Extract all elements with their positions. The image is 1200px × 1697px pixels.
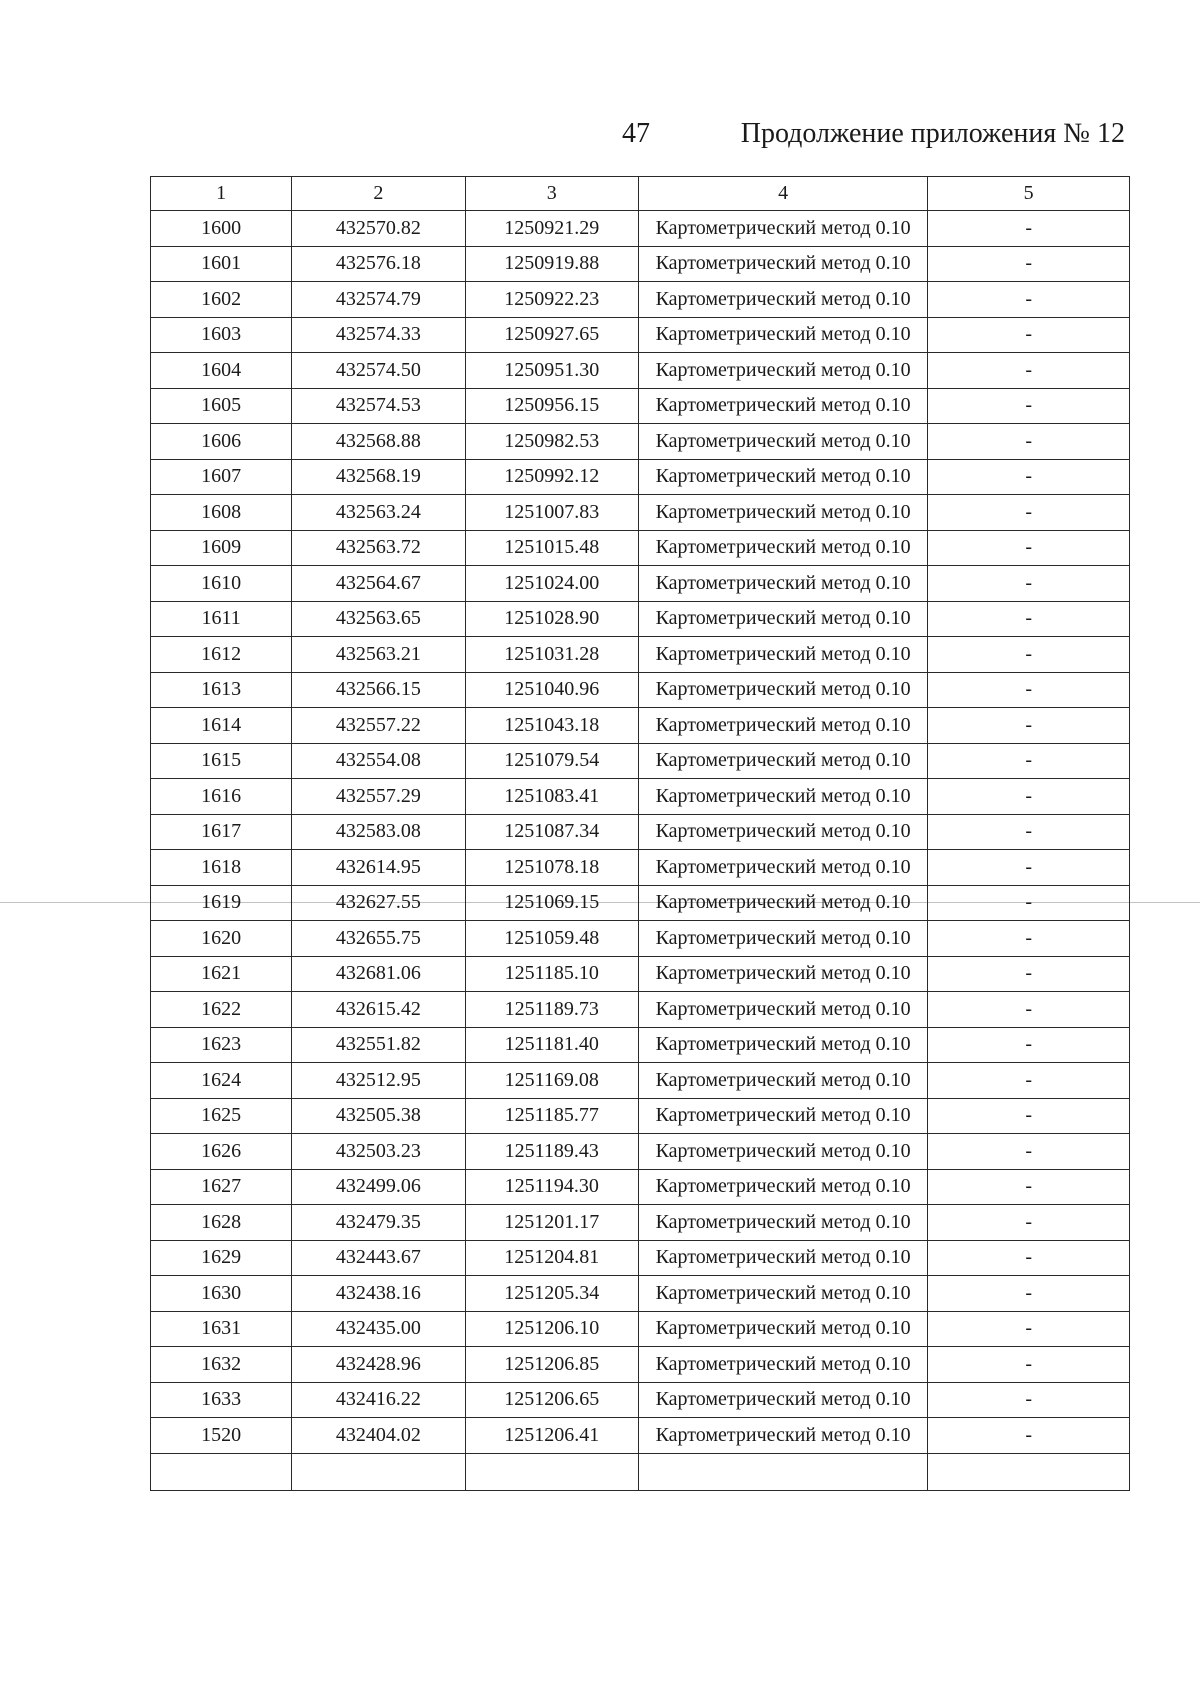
point-number-cell: 1630 — [151, 1276, 292, 1312]
x-coordinate-cell: 432627.55 — [292, 885, 465, 921]
y-coordinate-cell: 1251040.96 — [465, 672, 638, 708]
note-cell: - — [928, 921, 1130, 957]
note-cell: - — [928, 353, 1130, 389]
column-header: 1 — [151, 177, 292, 211]
table-row — [151, 353, 1130, 389]
table-row — [151, 637, 1130, 673]
table-row — [151, 1205, 1130, 1241]
table-row — [151, 814, 1130, 850]
x-coordinate-cell: 432570.82 — [292, 211, 465, 247]
point-number-cell: 1611 — [151, 601, 292, 637]
x-coordinate-cell: 432563.24 — [292, 495, 465, 531]
y-coordinate-cell: 1251201.17 — [465, 1205, 638, 1241]
table-row — [151, 424, 1130, 460]
point-number-cell: 1618 — [151, 850, 292, 886]
x-coordinate-cell: 432551.82 — [292, 1027, 465, 1063]
note-cell: - — [928, 459, 1130, 495]
x-coordinate-cell: 432568.19 — [292, 459, 465, 495]
note-cell: - — [928, 956, 1130, 992]
point-number-cell: 1623 — [151, 1027, 292, 1063]
table-row — [151, 495, 1130, 531]
note-cell: - — [928, 282, 1130, 318]
coordinates-table — [150, 176, 1130, 1491]
y-coordinate-cell: 1251087.34 — [465, 814, 638, 850]
point-number-cell: 1619 — [151, 885, 292, 921]
empty-cell — [928, 1453, 1130, 1490]
y-coordinate-cell: 1251206.65 — [465, 1382, 638, 1418]
point-number-cell: 1605 — [151, 388, 292, 424]
table-row — [151, 992, 1130, 1028]
table-row — [151, 1027, 1130, 1063]
point-number-cell: 1627 — [151, 1169, 292, 1205]
x-coordinate-cell: 432479.35 — [292, 1205, 465, 1241]
column-header: 2 — [292, 177, 465, 211]
point-number-cell: 1632 — [151, 1347, 292, 1383]
x-coordinate-cell: 432404.02 — [292, 1418, 465, 1454]
table-row — [151, 1382, 1130, 1418]
method-cell: Картометрический метод 0.10 — [638, 1169, 927, 1205]
x-coordinate-cell: 432574.50 — [292, 353, 465, 389]
table-row — [151, 743, 1130, 779]
y-coordinate-cell: 1251185.77 — [465, 1098, 638, 1134]
note-cell: - — [928, 1205, 1130, 1241]
table-row — [151, 672, 1130, 708]
y-coordinate-cell: 1251204.81 — [465, 1240, 638, 1276]
table-row — [151, 1098, 1130, 1134]
point-number-cell: 1609 — [151, 530, 292, 566]
table-row — [151, 1063, 1130, 1099]
point-number-cell: 1614 — [151, 708, 292, 744]
note-cell: - — [928, 601, 1130, 637]
method-cell: Картометрический метод 0.10 — [638, 601, 927, 637]
x-coordinate-cell: 432505.38 — [292, 1098, 465, 1134]
note-cell: - — [928, 317, 1130, 353]
point-number-cell: 1606 — [151, 424, 292, 460]
point-number-cell: 1601 — [151, 246, 292, 282]
table-row — [151, 601, 1130, 637]
note-cell: - — [928, 885, 1130, 921]
y-coordinate-cell: 1251069.15 — [465, 885, 638, 921]
note-cell: - — [928, 1240, 1130, 1276]
y-coordinate-cell: 1250956.15 — [465, 388, 638, 424]
x-coordinate-cell: 432512.95 — [292, 1063, 465, 1099]
y-coordinate-cell: 1250927.65 — [465, 317, 638, 353]
point-number-cell: 1615 — [151, 743, 292, 779]
y-coordinate-cell: 1250922.23 — [465, 282, 638, 318]
method-cell: Картометрический метод 0.10 — [638, 1063, 927, 1099]
method-cell: Картометрический метод 0.10 — [638, 317, 927, 353]
y-coordinate-cell: 1251206.41 — [465, 1418, 638, 1454]
note-cell: - — [928, 637, 1130, 673]
method-cell: Картометрический метод 0.10 — [638, 743, 927, 779]
table-row — [151, 1418, 1130, 1454]
point-number-cell: 1626 — [151, 1134, 292, 1170]
x-coordinate-cell: 432554.08 — [292, 743, 465, 779]
method-cell: Картометрический метод 0.10 — [638, 1418, 927, 1454]
method-cell: Картометрический метод 0.10 — [638, 388, 927, 424]
x-coordinate-cell: 432499.06 — [292, 1169, 465, 1205]
note-cell: - — [928, 1098, 1130, 1134]
empty-cell — [151, 1453, 292, 1490]
appendix-title: Продолжение приложения № 12 — [740, 118, 1125, 149]
method-cell: Картометрический метод 0.10 — [638, 885, 927, 921]
point-number-cell: 1603 — [151, 317, 292, 353]
y-coordinate-cell: 1251181.40 — [465, 1027, 638, 1063]
point-number-cell: 1602 — [151, 282, 292, 318]
note-cell: - — [928, 1169, 1130, 1205]
y-coordinate-cell: 1251205.34 — [465, 1276, 638, 1312]
method-cell: Картометрический метод 0.10 — [638, 246, 927, 282]
table-row — [151, 850, 1130, 886]
method-cell: Картометрический метод 0.10 — [638, 530, 927, 566]
y-coordinate-cell: 1251189.43 — [465, 1134, 638, 1170]
empty-table-row — [151, 1453, 1130, 1490]
table-row — [151, 1276, 1130, 1312]
x-coordinate-cell: 432443.67 — [292, 1240, 465, 1276]
x-coordinate-cell: 432438.16 — [292, 1276, 465, 1312]
note-cell: - — [928, 424, 1130, 460]
method-cell: Картометрический метод 0.10 — [638, 1134, 927, 1170]
y-coordinate-cell: 1251015.48 — [465, 530, 638, 566]
y-coordinate-cell: 1251206.10 — [465, 1311, 638, 1347]
method-cell: Картометрический метод 0.10 — [638, 992, 927, 1028]
x-coordinate-cell: 432574.53 — [292, 388, 465, 424]
method-cell: Картометрический метод 0.10 — [638, 353, 927, 389]
y-coordinate-cell: 1251079.54 — [465, 743, 638, 779]
note-cell: - — [928, 388, 1130, 424]
x-coordinate-cell: 432655.75 — [292, 921, 465, 957]
x-coordinate-cell: 432428.96 — [292, 1347, 465, 1383]
method-cell: Картометрический метод 0.10 — [638, 495, 927, 531]
method-cell: Картометрический метод 0.10 — [638, 779, 927, 815]
note-cell: - — [928, 850, 1130, 886]
x-coordinate-cell: 432503.23 — [292, 1134, 465, 1170]
method-cell: Картометрический метод 0.10 — [638, 1311, 927, 1347]
point-number-cell: 1617 — [151, 814, 292, 850]
empty-cell — [465, 1453, 638, 1490]
point-number-cell: 1625 — [151, 1098, 292, 1134]
point-number-cell: 1600 — [151, 211, 292, 247]
note-cell: - — [928, 814, 1130, 850]
empty-cell — [638, 1453, 927, 1490]
point-number-cell: 1613 — [151, 672, 292, 708]
y-coordinate-cell: 1251169.08 — [465, 1063, 638, 1099]
x-coordinate-cell: 432568.88 — [292, 424, 465, 460]
x-coordinate-cell: 432566.15 — [292, 672, 465, 708]
y-coordinate-cell: 1251185.10 — [465, 956, 638, 992]
method-cell: Картометрический метод 0.10 — [638, 1240, 927, 1276]
method-cell: Картометрический метод 0.10 — [638, 459, 927, 495]
method-cell: Картометрический метод 0.10 — [638, 637, 927, 673]
table-body — [151, 177, 1130, 1491]
table-row — [151, 885, 1130, 921]
note-cell: - — [928, 1347, 1130, 1383]
note-cell: - — [928, 495, 1130, 531]
note-cell: - — [928, 1418, 1130, 1454]
point-number-cell: 1612 — [151, 637, 292, 673]
method-cell: Картометрический метод 0.10 — [638, 921, 927, 957]
table-row — [151, 211, 1130, 247]
x-coordinate-cell: 432557.22 — [292, 708, 465, 744]
note-cell: - — [928, 530, 1130, 566]
table-row — [151, 708, 1130, 744]
y-coordinate-cell: 1251189.73 — [465, 992, 638, 1028]
x-coordinate-cell: 432435.00 — [292, 1311, 465, 1347]
note-cell: - — [928, 672, 1130, 708]
y-coordinate-cell: 1251078.18 — [465, 850, 638, 886]
table-row — [151, 1169, 1130, 1205]
y-coordinate-cell: 1250992.12 — [465, 459, 638, 495]
note-cell: - — [928, 1276, 1130, 1312]
note-cell: - — [928, 1063, 1130, 1099]
point-number-cell: 1604 — [151, 353, 292, 389]
point-number-cell: 1631 — [151, 1311, 292, 1347]
y-coordinate-cell: 1250921.29 — [465, 211, 638, 247]
x-coordinate-cell: 432563.65 — [292, 601, 465, 637]
y-coordinate-cell: 1251194.30 — [465, 1169, 638, 1205]
y-coordinate-cell: 1250982.53 — [465, 424, 638, 460]
x-coordinate-cell: 432614.95 — [292, 850, 465, 886]
table-row — [151, 459, 1130, 495]
column-header: 5 — [928, 177, 1130, 211]
method-cell: Картометрический метод 0.10 — [638, 1027, 927, 1063]
point-number-cell: 1610 — [151, 566, 292, 602]
table-row — [151, 388, 1130, 424]
method-cell: Картометрический метод 0.10 — [638, 211, 927, 247]
note-cell: - — [928, 1134, 1130, 1170]
note-cell: - — [928, 1382, 1130, 1418]
table-row — [151, 1311, 1130, 1347]
y-coordinate-cell: 1250951.30 — [465, 353, 638, 389]
table-row — [151, 282, 1130, 318]
method-cell: Картометрический метод 0.10 — [638, 1382, 927, 1418]
point-number-cell: 1628 — [151, 1205, 292, 1241]
method-cell: Картометрический метод 0.10 — [638, 814, 927, 850]
method-cell: Картометрический метод 0.10 — [638, 1276, 927, 1312]
table-row — [151, 921, 1130, 957]
y-coordinate-cell: 1251028.90 — [465, 601, 638, 637]
method-cell: Картометрический метод 0.10 — [638, 282, 927, 318]
note-cell: - — [928, 566, 1130, 602]
x-coordinate-cell: 432557.29 — [292, 779, 465, 815]
note-cell: - — [928, 211, 1130, 247]
x-coordinate-cell: 432615.42 — [292, 992, 465, 1028]
method-cell: Картометрический метод 0.10 — [638, 1098, 927, 1134]
page-header — [0, 118, 1200, 154]
note-cell: - — [928, 743, 1130, 779]
note-cell: - — [928, 246, 1130, 282]
point-number-cell: 1633 — [151, 1382, 292, 1418]
y-coordinate-cell: 1250919.88 — [465, 246, 638, 282]
x-coordinate-cell: 432583.08 — [292, 814, 465, 850]
x-coordinate-cell: 432564.67 — [292, 566, 465, 602]
method-cell: Картометрический метод 0.10 — [638, 566, 927, 602]
method-cell: Картометрический метод 0.10 — [638, 1347, 927, 1383]
table-row — [151, 1347, 1130, 1383]
table-header-row — [151, 177, 1130, 211]
point-number-cell: 1624 — [151, 1063, 292, 1099]
empty-cell — [292, 1453, 465, 1490]
x-coordinate-cell: 432574.33 — [292, 317, 465, 353]
table-row — [151, 530, 1130, 566]
method-cell: Картометрический метод 0.10 — [638, 850, 927, 886]
table-row — [151, 566, 1130, 602]
table-row — [151, 779, 1130, 815]
x-coordinate-cell: 432574.79 — [292, 282, 465, 318]
x-coordinate-cell: 432681.06 — [292, 956, 465, 992]
point-number-cell: 1616 — [151, 779, 292, 815]
point-number-cell: 1620 — [151, 921, 292, 957]
y-coordinate-cell: 1251031.28 — [465, 637, 638, 673]
note-cell: - — [928, 1027, 1130, 1063]
y-coordinate-cell: 1251083.41 — [465, 779, 638, 815]
y-coordinate-cell: 1251206.85 — [465, 1347, 638, 1383]
point-number-cell: 1520 — [151, 1418, 292, 1454]
table-row — [151, 1134, 1130, 1170]
page-number: 47 — [622, 118, 650, 149]
x-coordinate-cell: 432563.21 — [292, 637, 465, 673]
column-header: 3 — [465, 177, 638, 211]
table-row — [151, 1240, 1130, 1276]
note-cell: - — [928, 1311, 1130, 1347]
table-row — [151, 246, 1130, 282]
point-number-cell: 1622 — [151, 992, 292, 1028]
point-number-cell: 1608 — [151, 495, 292, 531]
y-coordinate-cell: 1251059.48 — [465, 921, 638, 957]
point-number-cell: 1629 — [151, 1240, 292, 1276]
y-coordinate-cell: 1251024.00 — [465, 566, 638, 602]
note-cell: - — [928, 708, 1130, 744]
x-coordinate-cell: 432563.72 — [292, 530, 465, 566]
point-number-cell: 1607 — [151, 459, 292, 495]
note-cell: - — [928, 779, 1130, 815]
method-cell: Картометрический метод 0.10 — [638, 708, 927, 744]
table-row — [151, 956, 1130, 992]
point-number-cell: 1621 — [151, 956, 292, 992]
y-coordinate-cell: 1251043.18 — [465, 708, 638, 744]
table-row — [151, 317, 1130, 353]
column-header: 4 — [638, 177, 927, 211]
x-coordinate-cell: 432576.18 — [292, 246, 465, 282]
method-cell: Картометрический метод 0.10 — [638, 424, 927, 460]
method-cell: Картометрический метод 0.10 — [638, 1205, 927, 1241]
y-coordinate-cell: 1251007.83 — [465, 495, 638, 531]
method-cell: Картометрический метод 0.10 — [638, 672, 927, 708]
note-cell: - — [928, 992, 1130, 1028]
method-cell: Картометрический метод 0.10 — [638, 956, 927, 992]
x-coordinate-cell: 432416.22 — [292, 1382, 465, 1418]
